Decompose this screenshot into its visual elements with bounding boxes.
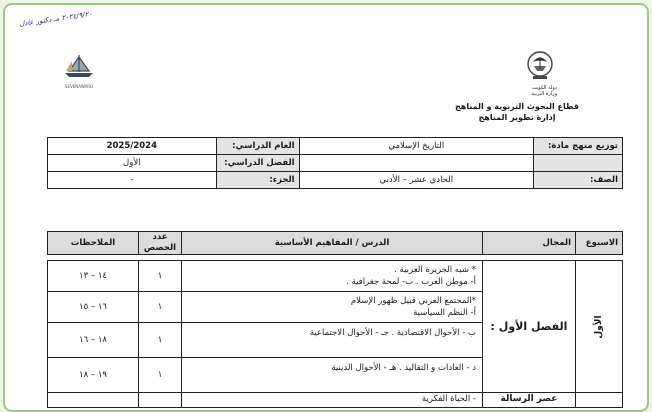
count-cell: ١: [139, 292, 182, 323]
count-header: عدد الحصص: [139, 232, 182, 255]
lesson-cell: - الحياة الفكرية: [182, 393, 483, 408]
week-cell: [576, 261, 623, 393]
domain-label: الفصل الأول :: [483, 261, 576, 393]
notes-cell: ١٦ – ١٥: [48, 292, 139, 323]
notes-cell: ١٩ – ١٨: [48, 358, 139, 393]
part-label: الجزء:: [216, 172, 299, 189]
document-page: [5, 5, 647, 410]
grade-value: الحادي عشر – الأدبي: [299, 172, 533, 189]
lesson-header: الدرس / المفاهيم الأساسية: [182, 232, 483, 255]
grade-label: الصف:: [534, 172, 623, 189]
part-value: -: [48, 172, 217, 189]
week-label: الأول: [594, 314, 604, 339]
domain-header: المجال: [483, 232, 576, 255]
ship-logo-icon: [59, 53, 99, 79]
notes-cell: ١٤ – ١٣: [48, 261, 139, 292]
count-cell: ١: [139, 261, 182, 292]
lesson-cell: * شبه الجزيرة العربية . أ- موطن العرب . ب- لمحة جغرافية .: [182, 261, 483, 292]
year-value: 2025/2024: [48, 138, 217, 155]
award-logo-text: SEVENAWARD: [64, 84, 94, 89]
table-row: [48, 261, 623, 292]
plan-header-row: [48, 232, 623, 255]
ministry-name: دولة الكويت وزارة التربية: [531, 85, 557, 97]
kuwait-emblem-icon: [525, 49, 555, 85]
next-domain-label: عصر الرسالة: [483, 393, 576, 408]
notes-cell: ١٨ – ١٦: [48, 323, 139, 358]
subject-value: التاريخ الإسلامي: [299, 138, 533, 155]
count-cell: ١: [139, 323, 182, 358]
count-cell: ١: [139, 358, 182, 393]
handwritten-note: ٢٠٢٤/٩/٢٠ مـ دكتور عادل: [18, 9, 93, 29]
table-row: [48, 393, 623, 408]
semester-label: الفصل الدراسي:: [216, 155, 299, 172]
curriculum-info-table: [47, 137, 623, 189]
year-label: العام الدراسي:: [216, 138, 299, 155]
sector-title: قطاع البحوث التربوية و المناهج إدارة تطوير المناهج: [455, 102, 579, 122]
semester-value: الأول: [48, 155, 217, 172]
lesson-cell: ب - الأحوال الاقتصادية . جـ - الأحوال الاجتماعية: [182, 323, 483, 358]
subject-label: توزيع منهج مادة:: [534, 138, 623, 155]
lesson-cell: د - العادات و التقاليد . هـ - الأحوال الدينية: [182, 358, 483, 393]
lesson-cell: *المجتمع العربي قبيل ظهور الإسلام أ- النظم السياسية: [182, 292, 483, 323]
award-logo: [57, 53, 101, 89]
week-header: الاسبوع: [576, 232, 623, 255]
curriculum-plan-table: [47, 231, 623, 408]
notes-header: الملاحظات: [48, 232, 139, 255]
document-frame: [3, 3, 649, 412]
